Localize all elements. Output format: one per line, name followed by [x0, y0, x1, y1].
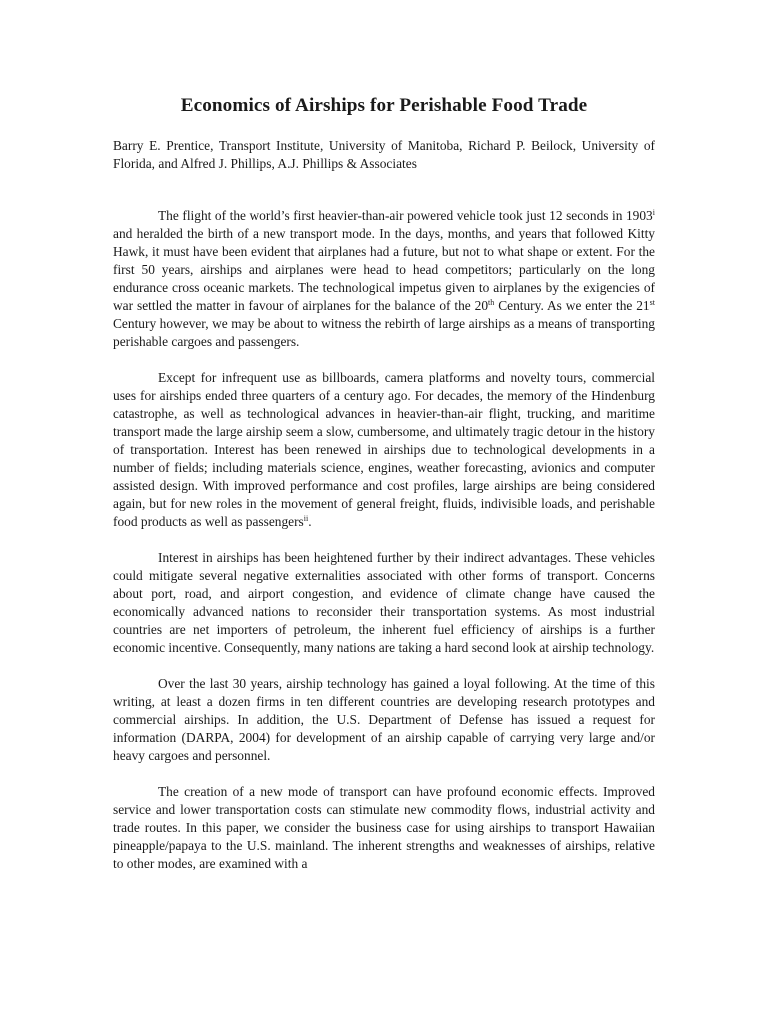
paper-body: [113, 207, 655, 873]
paragraph-2-text-b: .: [308, 514, 312, 529]
paragraph-1-text-a: The flight of the world’s first heavier-than-air powered vehicle took just 12 seconds in 1903: [158, 208, 653, 223]
paragraph-1-text-d: Century however, we may be about to witness the rebirth of large airships as a means of transporting perishable cargoes and passengers.: [113, 316, 655, 349]
document-page: [113, 94, 655, 891]
paragraph-3: Interest in airships has been heightened further by their indirect advantages. These vehicles could mitigate several negative externalities associated with other forms of transport. Concerns about port, road, and airport congestion, and evidence of climate change have caused the economically advanced nations to reconsider their transportation systems. As most industrial countries are net importers of petroleum, the inherent fuel efficiency of airships is a further economic incentive. Consequently, many nations are taking a hard second look at airship technology.: [113, 550, 655, 655]
paragraph-1-text-c: Century. As we enter the 21: [494, 298, 650, 313]
ordinal-suffix-st: st: [649, 298, 655, 307]
author-affiliations: Barry E. Prentice, Transport Institute, University of Manitoba, Richard P. Beilock, University of Florida, and Alfred J. Phillips, A.J. Phillips & Associates: [113, 138, 655, 171]
paragraph-1: [113, 207, 655, 351]
paragraph-4: Over the last 30 years, airship technology has gained a loyal following. At the time of this writing, at least a dozen firms in ten different countries are developing research prototypes and commercial airships. In addition, the U.S. Department of Defense has issued a request for information (DARPA, 2004) for development of an airship capable of carrying very large and/or heavy cargoes and personnel.: [113, 676, 655, 763]
endnote-marker-i: i: [652, 208, 655, 217]
paragraph-5: The creation of a new mode of transport can have profound economic effects. Improved service and lower transportation costs can stimulate new commodity flows, industrial activity and trade routes. In this paper, we consider the business case for using airships to transport Hawaiian pineapple/papaya to the U.S. mainland. The inherent strengths and weaknesses of airships, relative to other modes, are examined with a: [113, 784, 655, 871]
ordinal-suffix-th: th: [488, 298, 495, 307]
endnote-marker-ii: ii: [303, 514, 309, 523]
paper-title: Economics of Airships for Perishable Food Trade: [180, 95, 588, 116]
paragraph-2-text-a: Except for infrequent use as billboards, camera platforms and novelty tours, commercial uses for airships ended three quarters of a century ago. For decades, the memory of the Hindenburg catastrophe, as well as technological advances in heavier-than-air flight, trucking, and maritime transport made the large airship seem a slow, cumbersome, and ultimately tragic detour in the history of transportation. Interest has been renewed in airships due to technological developments in a number of fields; including materials science, engines, weather forecasting, avionics and computer assisted design. With improved performance and cost profiles, large airships are being considered again, but for new roles in the movement of general freight, fluids, indivisible loads, and perishable food products as well as passengers: [113, 370, 655, 529]
paragraph-1-text-b: and heralded the birth of a new transport mode. In the days, months, and years that followed Kitty Hawk, it must have been evident that airplanes had a future, but not to what shape or extent. For the first 50 years, airships and airplanes were head to head competitors; particularly on the long endurance cross oceanic markets. The technological impetus given to airplanes by the exigencies of war settled the matter in favour of airplanes for the balance of the 20: [113, 226, 655, 313]
paragraph-2: [113, 369, 655, 531]
